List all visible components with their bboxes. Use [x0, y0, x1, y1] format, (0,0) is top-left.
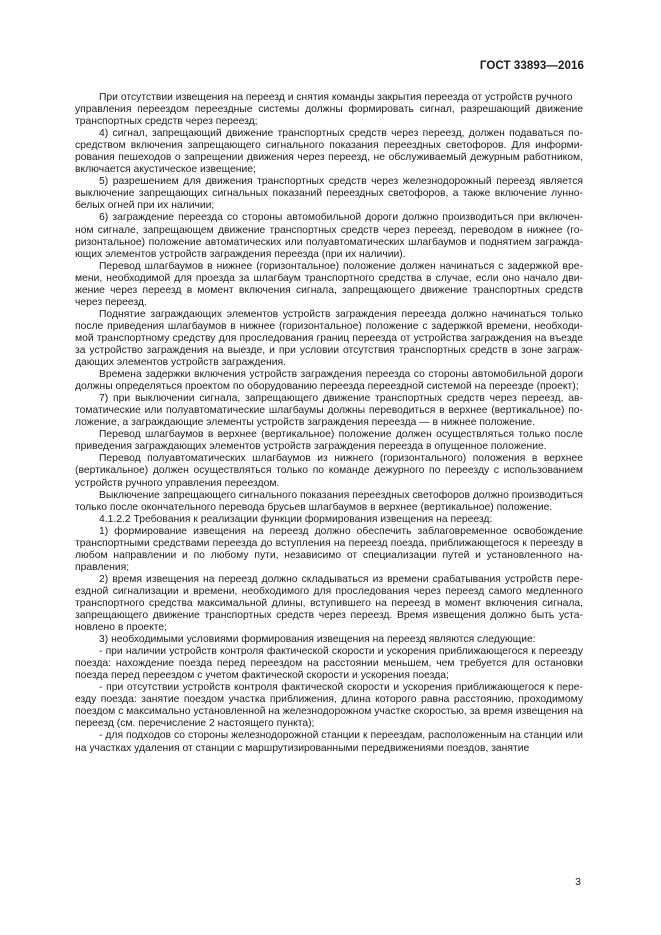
paragraph: 1) формирование извещения на переезд должно обеспечить заблаговременное освобождение транспортными средствами переезда до вступления на переезд поезда, приближающегося к переезду в любом направлении и по любому пути, независимо от специализации путей и установленного направления;: [75, 525, 583, 573]
paragraph: 5) разрешением для движения транспортных средств через железнодорожный переезд является выключение запрещающих сигнальных показаний переездных светофоров, а также включение лунно-белых огней при их наличии;: [75, 176, 583, 212]
paragraph: 4.1.2.2 Требования к реализации функции формирования извещения на переезд:: [99, 513, 493, 525]
paragraph: Поднятие заграждающих элементов устройств заграждения переезда должно начинаться только после приведения шлагбаумов в нижнее (горизонтальное) положение с задержкой времени, необходимой транспортному средству для проследования границ переезда от устройства заграждения на въезде за устройство заграждения на выезде, и при условии отсутствия транспортных средств в зоне заграждающих элементов устройств заграждения.: [75, 308, 583, 369]
paragraph: Перевод шлагбаумов в верхнее (вертикальное) положение должен осуществляться только после приведения заграждающих элементов устройств заграждения переезда в опущенное положение.: [75, 429, 583, 453]
paragraph: - при наличии устройств контроля фактической скорости и ускорения приближающегося к переезду поезда: нахождение поезда перед переездом на расстоянии меньшем, чем требуется для остановки поезда перед переездом с учетом фактической скорости и ускорения поезда;: [75, 646, 583, 682]
paragraph: Времена задержки включения устройств заграждения переезда со стороны автомобильной дороги должны определяться проектом по оборудованию переезда переездной системой на переезде (проект);: [75, 369, 583, 393]
paragraph: - при отсутствии устройств контроля фактической скорости и ускорения приближающегося к переезду поезда: занятие поездом участка приближения, длина которого равна расстоянию, проходимому поездом с максимально установленной на железнодорожном участке скоростью, за время извещения на переезд (см. перечисление 2 настоящего пункта);: [75, 682, 583, 730]
paragraph: Выключение запрещающего сигнального показания переездных светофоров должно производиться только после окончательного перевода брусьев шлагбаумов в верхнее (вертикальное) положение.: [75, 489, 583, 513]
paragraph: Перевод полуавтоматических шлагбаумов из нижнего (горизонтального) положения в верхнее (вертикальное) должен осуществляться только по команде дежурного по переезду с использованием устройств ручного управления переездом.: [75, 453, 583, 489]
paragraph: Перевод шлагбаумов в нижнее (горизонтальное) положение должен начинаться с задержкой времени, необходимой для проезда за шлагбаум транспортного средства в случае, если оно начало движение через переезд в момент включения сигнала, запрещающего движение транспортных средств через переезд.: [75, 260, 583, 308]
paragraph: При отсутствии извещения на переезд и снятия команды закрытия переезда от устройств ручного: [99, 92, 573, 103]
paragraph: 3) необходимыми условиями формирования извещения на переезд являются следующие:: [99, 634, 536, 646]
paragraph: 2) время извещения на переезд должно складываться из времени срабатывания устройств переездной сигнализации и времени, необходимого для проследования через переезд самого медленного транспортного средства максимальной длины, вступившего на переезд в момент включения сигнала, запрещающего движение транспортных средств через переезд. Время извещения должно быть установлено в проекте;: [75, 573, 583, 634]
document-body: [75, 92, 583, 755]
paragraph: - для подходов со стороны железнодорожной станции к переездам, расположенным на станции или на участках удаления от станции с маршрутизированными передвижениями поездов, занятие: [75, 730, 583, 754]
page-number: 3: [575, 876, 581, 888]
paragraph: управления переездом переездные системы должны формировать сигнал, разрешающий движение транспортных средств через переезд;: [75, 104, 583, 128]
paragraph: 6) заграждение переезда со стороны автомобильной дороги должно производиться при включенном сигнале, запрещающем движение транспортных средств через переезд, переводом в нижнее (горизонтальное) положение автоматических или полуавтоматических шлагбаумов и поднятием заграждающих элементов устройств заграждения переезда (при их наличии).: [75, 212, 583, 260]
paragraph: 7) при выключении сигнала, запрещающего движение транспортных средств через переезд, автоматические или полуавтоматические шлагбаумы должны переводиться в верхнее (вертикальное) положение, а заграждающие элементы устройств заграждения переезда — в нижнее положение.: [75, 393, 583, 429]
paragraph: 4) сигнал, запрещающий движение транспортных средств через переезд, должен подаваться посредством включения запрещающего сигнального показания переездных светофоров. Для информирования пешеходов о запрещении движения через переезд, не обслуживаемый дежурным работником, включается акустическое извещение;: [75, 128, 583, 176]
doc-number-header: ГОСТ 33893—2016: [479, 60, 584, 72]
